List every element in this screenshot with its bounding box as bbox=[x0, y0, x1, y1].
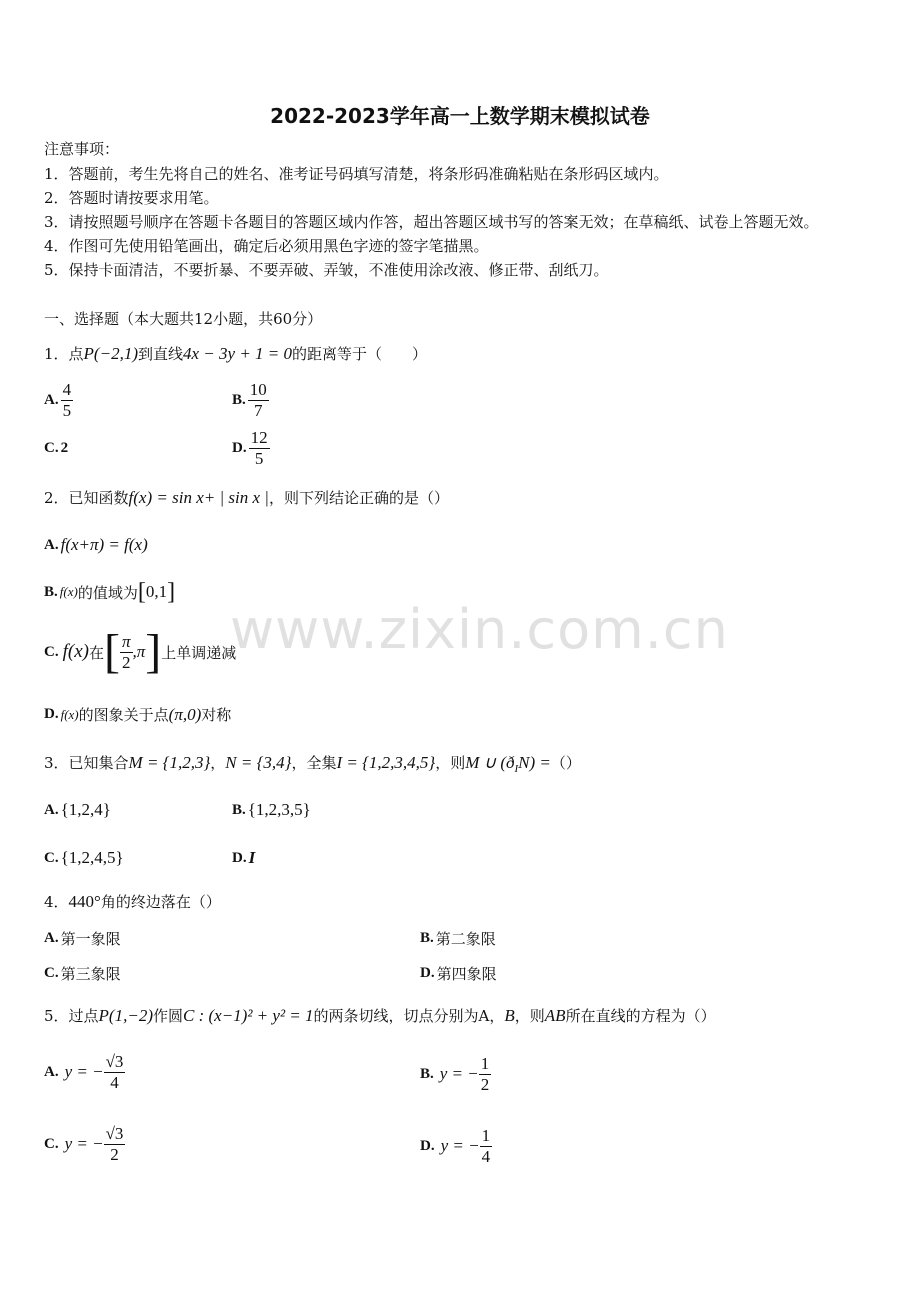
q2-option-b[interactable] bbox=[44, 580, 175, 604]
fraction bbox=[120, 632, 133, 672]
q3-text: （） bbox=[550, 754, 581, 772]
notice-item: 3．请按照题号顺序在答题卡各题目的答题区域内作答，超出答题区域书写的答案无效；在草稿纸、试卷上答题无效。 bbox=[44, 213, 819, 231]
q5-option-b[interactable] bbox=[420, 1054, 491, 1094]
notice-item: 4．作图可先使用铅笔画出，确定后必须用黑色字迹的签字笔描黑。 bbox=[44, 237, 489, 255]
question-5-stem bbox=[44, 1005, 716, 1026]
q2-text: ，则下列结论正确的是（） bbox=[268, 489, 449, 507]
numerator: 1 bbox=[481, 1126, 491, 1145]
q3-text: ，全集 bbox=[291, 754, 337, 772]
denominator: 2 bbox=[480, 1074, 490, 1094]
option-label: D. bbox=[44, 706, 59, 722]
question-2-stem bbox=[44, 487, 449, 508]
option-label: A. bbox=[44, 1063, 59, 1080]
q3-option-a[interactable] bbox=[44, 800, 111, 820]
q4-option-c[interactable] bbox=[44, 963, 121, 984]
q1-point: P(−2,1) bbox=[83, 344, 138, 363]
q1-option-d[interactable] bbox=[232, 428, 270, 468]
option-label: A. bbox=[44, 536, 59, 553]
option-set: I bbox=[248, 848, 256, 867]
q3-expression: M ∪ (ð bbox=[465, 753, 515, 772]
fraction bbox=[104, 1052, 126, 1092]
denominator: 7 bbox=[254, 400, 263, 420]
q3-text: ，则 bbox=[435, 754, 466, 772]
bracket-right: ] bbox=[145, 625, 162, 678]
option-lhs: y = − bbox=[440, 1136, 480, 1156]
q4-option-a[interactable] bbox=[44, 928, 121, 949]
q1-option-c[interactable] bbox=[44, 440, 70, 457]
q1-option-a[interactable] bbox=[44, 380, 73, 420]
q5-text: 5．过点 bbox=[44, 1007, 99, 1025]
q5-text: 作圆 bbox=[152, 1007, 183, 1025]
notice-heading: 注意事项： bbox=[44, 140, 120, 158]
bracket-right: ] bbox=[167, 579, 176, 605]
option-label: D. bbox=[232, 849, 247, 866]
option-lhs: y = − bbox=[64, 1134, 104, 1154]
numerator: 1 bbox=[480, 1054, 490, 1073]
q3-option-b[interactable] bbox=[232, 800, 311, 820]
denominator: 5 bbox=[254, 448, 264, 468]
option-label: A. bbox=[44, 930, 59, 946]
option-label: C. bbox=[44, 643, 59, 660]
option-text: 第三象限 bbox=[60, 965, 121, 983]
option-range: 0,1 bbox=[145, 582, 168, 601]
q3-set-m: M = {1,2,3} bbox=[128, 753, 211, 772]
option-label: B. bbox=[232, 801, 246, 818]
option-text: 第四象限 bbox=[436, 965, 497, 983]
q5-point-b: B bbox=[504, 1006, 515, 1025]
q3-option-d[interactable] bbox=[232, 848, 257, 868]
option-formula: f(x+π) = f(x) bbox=[60, 535, 148, 554]
q2-option-a[interactable] bbox=[44, 535, 148, 555]
q4-angle: 440° bbox=[68, 892, 101, 911]
option-label: D. bbox=[420, 965, 435, 981]
q3-text: 3．已知集合 bbox=[44, 754, 129, 772]
q3-option-c[interactable] bbox=[44, 848, 124, 868]
option-text: 在 bbox=[88, 643, 104, 662]
option-function: f(x) bbox=[60, 706, 79, 722]
option-text: 上单调递减 bbox=[161, 643, 237, 662]
option-label: C. bbox=[44, 965, 59, 981]
q5-circle-equation: C : (x−1)² + y² = 1 bbox=[183, 1006, 314, 1025]
q5-option-c[interactable] bbox=[44, 1124, 125, 1164]
q5-text: 所在直线的方程为（） bbox=[565, 1007, 716, 1025]
option-function: f(x) bbox=[62, 641, 89, 662]
bracket-left: [ bbox=[103, 625, 120, 678]
denominator: 4 bbox=[110, 1072, 119, 1092]
option-label: B. bbox=[420, 1065, 434, 1082]
numerator: 10 bbox=[249, 380, 267, 399]
option-value: 2 bbox=[60, 440, 69, 456]
question-4-stem bbox=[44, 891, 221, 912]
q4-text: 角的终边落在（） bbox=[100, 893, 221, 911]
q1-line-equation: 4x − 3y + 1 = 0 bbox=[183, 344, 293, 363]
watermark: www.zixin.com.cn bbox=[230, 598, 729, 661]
option-label: B. bbox=[44, 583, 58, 600]
option-lhs: y = − bbox=[439, 1064, 479, 1084]
denominator: 2 bbox=[110, 1144, 119, 1164]
q2-option-d[interactable] bbox=[44, 704, 231, 725]
denominator: 2 bbox=[121, 652, 131, 672]
numerator: π bbox=[121, 631, 131, 651]
option-label: B. bbox=[420, 930, 434, 946]
option-label: A. bbox=[44, 391, 59, 408]
q5-text: 的两条切线，切点分别为A， bbox=[313, 1007, 505, 1025]
fraction bbox=[249, 428, 270, 468]
option-text: 的图象关于点 bbox=[78, 706, 169, 724]
fraction bbox=[479, 1054, 492, 1094]
option-set: {1,2,4,5} bbox=[60, 848, 124, 867]
q1-text: 1．点 bbox=[44, 345, 84, 363]
bracket-left: [ bbox=[137, 579, 146, 605]
question-1-stem bbox=[44, 343, 427, 364]
q5-segment: AB bbox=[544, 1006, 566, 1025]
denominator: 4 bbox=[481, 1146, 491, 1166]
q1-text: 到直线 bbox=[137, 345, 183, 363]
notice-item: 1．答题前，考生先将自己的姓名、准考证号码填写清楚，将条形码准确粘贴在条形码区域内。 bbox=[44, 165, 669, 183]
option-value: ,π bbox=[132, 642, 146, 661]
fraction bbox=[61, 380, 74, 420]
q5-text: ，则 bbox=[514, 1007, 545, 1025]
option-text: 对称 bbox=[201, 706, 232, 724]
numerator: 12 bbox=[250, 428, 268, 447]
option-text: 第一象限 bbox=[60, 930, 121, 948]
q1-option-b[interactable] bbox=[232, 380, 269, 420]
numerator: √3 bbox=[105, 1124, 124, 1143]
denominator: 5 bbox=[62, 400, 72, 420]
option-label: D. bbox=[420, 1137, 435, 1154]
q2-function: f(x) = sin x+ | sin x | bbox=[128, 488, 269, 507]
q3-set-i: I = {1,2,3,4,5} bbox=[336, 753, 436, 772]
option-label: A. bbox=[44, 801, 59, 818]
numerator: √3 bbox=[105, 1052, 124, 1071]
option-set: {1,2,4} bbox=[60, 800, 111, 819]
q2-option-c[interactable] bbox=[44, 625, 237, 678]
numerator: 4 bbox=[62, 380, 72, 399]
fraction bbox=[480, 1126, 493, 1166]
option-label: C. bbox=[44, 1135, 59, 1152]
fraction bbox=[248, 380, 269, 420]
option-label: B. bbox=[232, 391, 246, 408]
option-label: C. bbox=[44, 440, 59, 456]
q5-option-d[interactable] bbox=[420, 1126, 492, 1166]
q4-option-b[interactable] bbox=[420, 928, 496, 949]
option-function: f(x) bbox=[59, 584, 78, 599]
q3-set-n: N = {3,4} bbox=[225, 753, 292, 772]
q4-text: 4． bbox=[44, 893, 69, 911]
option-text: 第二象限 bbox=[435, 930, 496, 948]
q3-expression-subscript: I bbox=[514, 763, 519, 775]
fraction bbox=[104, 1124, 126, 1164]
q3-expression-end: N) = bbox=[518, 753, 551, 772]
notice-item: 2．答题时请按要求用笔。 bbox=[44, 189, 219, 207]
q5-point: P(1,−2) bbox=[98, 1006, 153, 1025]
notice-item: 5．保持卡面清洁，不要折暴、不要弄破、弄皱，不准使用涂改液、修正带、刮纸刀。 bbox=[44, 261, 609, 279]
option-text: 的值域为 bbox=[77, 583, 138, 602]
option-point: (π,0) bbox=[168, 704, 202, 724]
option-lhs: y = − bbox=[64, 1062, 104, 1082]
option-label: C. bbox=[44, 849, 59, 866]
q2-text: 2．已知函数 bbox=[44, 489, 129, 507]
q5-option-a[interactable] bbox=[44, 1052, 125, 1092]
option-label: D. bbox=[232, 439, 247, 456]
page-title: 2022-2023学年高一上数学期末模拟试卷 bbox=[270, 104, 650, 128]
q1-text: 的距离等于（ ） bbox=[292, 345, 428, 363]
section-heading: 一、选择题（本大题共12小题，共60分） bbox=[44, 310, 323, 328]
option-set: {1,2,3,5} bbox=[247, 800, 311, 819]
q4-option-d[interactable] bbox=[420, 963, 497, 984]
question-3-stem: 3．已知集合M = {1,2,3}，N = {3,4}，全集I = {1,2,3,4,5}，则M ∪ $(ð_IN)$ =（） bbox=[44, 753, 581, 775]
